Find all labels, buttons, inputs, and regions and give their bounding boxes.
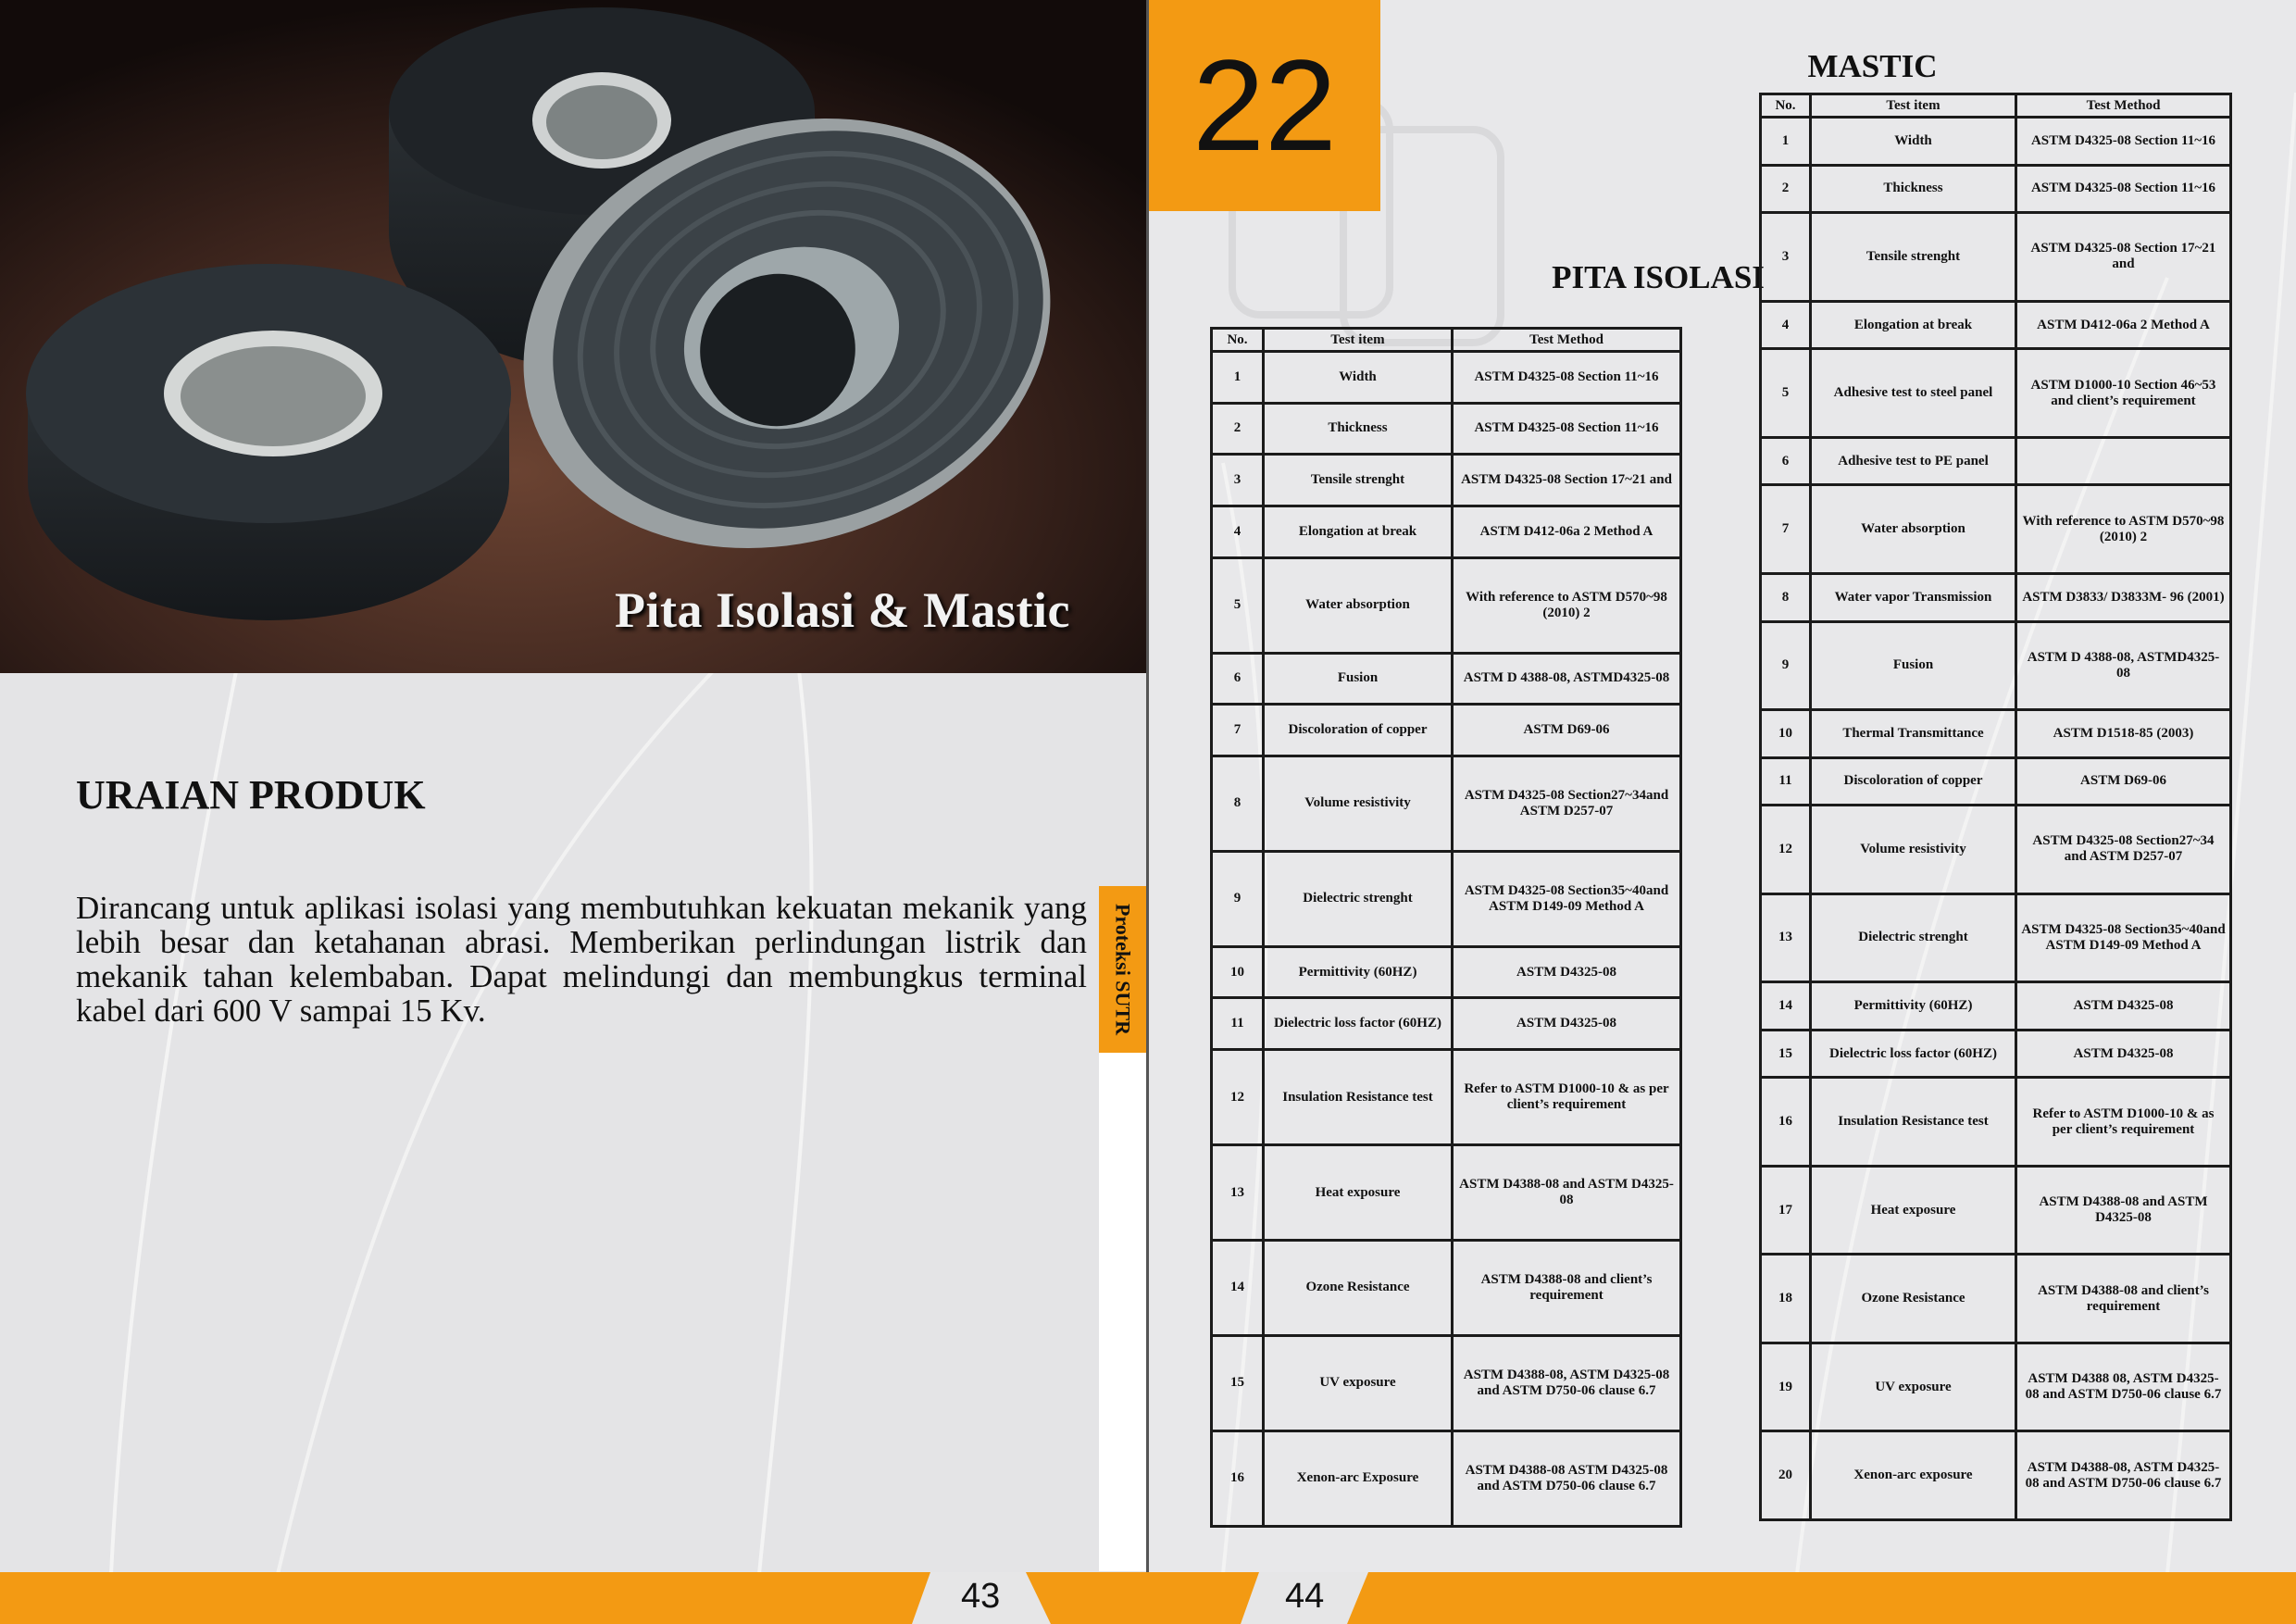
test-item: UV exposure [1811, 1343, 2016, 1430]
table-row [1212, 851, 1681, 946]
row-number: 11 [1761, 757, 1811, 806]
mastic-title: MASTIC [1807, 48, 1938, 84]
table-row [1212, 506, 1681, 557]
row-number: 1 [1761, 118, 1811, 166]
test-item: Volume resistivity [1264, 756, 1453, 851]
test-method: ASTM D4388-08, ASTM D4325-08 and ASTM D750-06 clause 6.7 [1453, 1335, 1681, 1430]
col-header-item: Test item [1264, 329, 1453, 352]
col-header-no: No. [1761, 94, 1811, 118]
test-item: Ozone Resistance [1811, 1255, 2016, 1343]
row-number: 13 [1761, 893, 1811, 981]
footer-shape [0, 1572, 2296, 1624]
row-number: 6 [1761, 437, 1811, 485]
table-row [1761, 349, 2231, 437]
test-item: Insulation Resistance test [1264, 1050, 1453, 1145]
row-number: 2 [1761, 165, 1811, 213]
test-method: ASTM D4388-08 and ASTM D4325-08 [2016, 1166, 2231, 1254]
table-row [1761, 621, 2231, 709]
test-item: Permittivity (60HZ) [1811, 982, 2016, 1031]
table-row [1761, 1255, 2231, 1343]
test-item: Elongation at break [1264, 506, 1453, 557]
row-number: 5 [1212, 557, 1264, 653]
row-number: 7 [1212, 705, 1264, 756]
chapter-number: 22 [1149, 0, 1380, 211]
table-row [1212, 1050, 1681, 1145]
test-method: ASTM D4388-08 and ASTM D4325-08 [1453, 1145, 1681, 1241]
test-method: ASTM D4325-08 Section35~40and ASTM D149-09 Method A [1453, 851, 1681, 946]
col-header-no: No. [1212, 329, 1264, 352]
test-item: Insulation Resistance test [1811, 1078, 2016, 1166]
test-method: ASTM D4388 08, ASTM D4325-08 and ASTM D750-06 clause 6.7 [2016, 1343, 2231, 1430]
table-row [1212, 998, 1681, 1050]
test-item: Water absorption [1264, 557, 1453, 653]
test-method [2016, 437, 2231, 485]
test-item: Permittivity (60HZ) [1264, 946, 1453, 998]
table-row [1761, 709, 2231, 757]
row-number: 4 [1761, 301, 1811, 349]
test-item: Water vapor Transmission [1811, 573, 2016, 621]
test-method: ASTM D4388-08 ASTM D4325-08 and ASTM D750-06 clause 6.7 [1453, 1430, 1681, 1526]
table-row [1761, 1431, 2231, 1520]
test-method: Refer to ASTM D1000-10 & as per client’s requirement [2016, 1078, 2231, 1166]
table-row [1212, 1241, 1681, 1336]
test-method: ASTM D4325-08 Section35~40and ASTM D149-09 Method A [2016, 893, 2231, 981]
row-number: 17 [1761, 1166, 1811, 1254]
test-method: ASTM D 4388-08, ASTMD4325-08 [2016, 621, 2231, 709]
table-row [1212, 1430, 1681, 1526]
test-item: UV exposure [1264, 1335, 1453, 1430]
test-item: Discoloration of copper [1264, 705, 1453, 756]
test-method: ASTM D412-06a 2 Method A [1453, 506, 1681, 557]
test-item: Dielectric strenght [1264, 851, 1453, 946]
row-number: 7 [1761, 485, 1811, 573]
section-title: URAIAN PRODUK [76, 772, 426, 818]
product-photo [0, 0, 1146, 673]
pita-isolasi-table [1210, 327, 1682, 1528]
table-row [1212, 403, 1681, 455]
test-item: Fusion [1264, 653, 1453, 705]
page-number-right: 44 [1285, 1577, 1325, 1616]
test-method: ASTM D4388-08 and client’s requirement [1453, 1241, 1681, 1336]
footer-bar [0, 1572, 2296, 1624]
test-method: ASTM D4388-08 and client’s requirement [2016, 1255, 2231, 1343]
test-item: Adhesive test to steel panel [1811, 349, 2016, 437]
test-item: Discoloration of copper [1811, 757, 2016, 806]
col-header-item: Test item [1811, 94, 2016, 118]
test-item: Thickness [1811, 165, 2016, 213]
test-method: ASTM D4325-08 Section 17~21 and [1453, 455, 1681, 506]
test-method: ASTM D3833/ D3833M- 96 (2001) [2016, 573, 2231, 621]
table-row [1212, 946, 1681, 998]
test-method: ASTM D69-06 [2016, 757, 2231, 806]
test-method: With reference to ASTM D570~98 (2010) 2 [2016, 485, 2231, 573]
test-item: Tensile strenght [1264, 455, 1453, 506]
row-number: 18 [1761, 1255, 1811, 1343]
page-number-left: 43 [961, 1577, 1001, 1616]
row-number: 10 [1761, 709, 1811, 757]
row-number: 2 [1212, 403, 1264, 455]
test-method: ASTM D4325-08 [2016, 982, 2231, 1031]
table-row [1761, 573, 2231, 621]
test-method: ASTM D4388-08, ASTM D4325-08 and ASTM D750-06 clause 6.7 [2016, 1431, 2231, 1520]
test-method: With reference to ASTM D570~98 (2010) 2 [1453, 557, 1681, 653]
test-item: Elongation at break [1811, 301, 2016, 349]
mastic-table [1759, 93, 2232, 1521]
test-item: Thickness [1264, 403, 1453, 455]
pita-isolasi-title: PITA ISOLASI [1552, 259, 1765, 295]
table-row [1761, 893, 2231, 981]
test-item: Xenon-arc exposure [1811, 1431, 2016, 1520]
test-method: ASTM D4325-08 Section27~34and ASTM D257-07 [1453, 756, 1681, 851]
table-row [1212, 455, 1681, 506]
test-item: Dielectric loss factor (60HZ) [1264, 998, 1453, 1050]
test-method: ASTM D4325-08 Section 11~16 [2016, 165, 2231, 213]
photo-caption: Pita Isolasi & Mastic [615, 582, 1070, 638]
table-row [1212, 1145, 1681, 1241]
test-item: Thermal Transmittance [1811, 709, 2016, 757]
row-number: 6 [1212, 653, 1264, 705]
side-tab [1099, 886, 1146, 1053]
row-number: 12 [1761, 806, 1811, 893]
table-row [1212, 653, 1681, 705]
row-number: 10 [1212, 946, 1264, 998]
test-method: ASTM D4325-08 [1453, 946, 1681, 998]
table-row [1212, 756, 1681, 851]
table-row [1761, 982, 2231, 1031]
table-row [1761, 1343, 2231, 1430]
test-item: Dielectric loss factor (60HZ) [1811, 1030, 2016, 1078]
test-method: ASTM D69-06 [1453, 705, 1681, 756]
row-number: 14 [1761, 982, 1811, 1031]
product-description: Dirancang untuk aplikasi isolasi yang membutuhkan kekuatan mekanik yang lebih besar dan ketahanan abrasi. Memberikan perlindungan listrik dan mekanik tahan kelembaban. Dapat melindungi dan membungkus terminal kabel dari 600 V sampai 15 Kv. [76, 890, 1087, 1029]
test-method: ASTM D4325-08 Section 11~16 [1453, 403, 1681, 455]
row-number: 14 [1212, 1241, 1264, 1336]
table-row [1761, 1030, 2231, 1078]
test-item: Fusion [1811, 621, 2016, 709]
side-strip [1099, 1053, 1146, 1571]
test-method: ASTM D4325-08 [1453, 998, 1681, 1050]
test-method: ASTM D4325-08 Section 11~16 [2016, 118, 2231, 166]
row-number: 9 [1761, 621, 1811, 709]
test-item: Ozone Resistance [1264, 1241, 1453, 1336]
test-item: Dielectric strenght [1811, 893, 2016, 981]
table-row [1761, 757, 2231, 806]
table-row [1761, 118, 2231, 166]
test-item: Volume resistivity [1811, 806, 2016, 893]
test-method: ASTM D4325-08 [2016, 1030, 2231, 1078]
test-method: ASTM D4325-08 Section27~34 and ASTM D257-07 [2016, 806, 2231, 893]
test-item: Heat exposure [1264, 1145, 1453, 1241]
test-method: ASTM D412-06a 2 Method A [2016, 301, 2231, 349]
row-number: 20 [1761, 1431, 1811, 1520]
table-row [1212, 705, 1681, 756]
row-number: 16 [1212, 1430, 1264, 1526]
table-row [1761, 165, 2231, 213]
table-row [1761, 485, 2231, 573]
test-method: ASTM D 4388-08, ASTMD4325-08 [1453, 653, 1681, 705]
row-number: 12 [1212, 1050, 1264, 1145]
test-method: ASTM D4325-08 Section 11~16 [1453, 352, 1681, 404]
row-number: 13 [1212, 1145, 1264, 1241]
test-item: Adhesive test to PE panel [1811, 437, 2016, 485]
table-row [1761, 806, 2231, 893]
test-method: ASTM D4325-08 Section 17~21 and [2016, 213, 2231, 301]
table-row [1761, 213, 2231, 301]
table-row [1212, 557, 1681, 653]
right-page [1149, 0, 2296, 1624]
test-item: Tensile strenght [1811, 213, 2016, 301]
table-row [1761, 437, 2231, 485]
row-number: 4 [1212, 506, 1264, 557]
row-number: 15 [1761, 1030, 1811, 1078]
test-method: ASTM D1518-85 (2003) [2016, 709, 2231, 757]
test-item: Width [1264, 352, 1453, 404]
row-number: 11 [1212, 998, 1264, 1050]
col-header-method: Test Method [1453, 329, 1681, 352]
row-number: 15 [1212, 1335, 1264, 1430]
row-number: 8 [1212, 756, 1264, 851]
row-number: 19 [1761, 1343, 1811, 1430]
table-row [1212, 1335, 1681, 1430]
test-method: Refer to ASTM D1000-10 & as per client’s requirement [1453, 1050, 1681, 1145]
row-number: 5 [1761, 349, 1811, 437]
row-number: 3 [1761, 213, 1811, 301]
table-row [1212, 352, 1681, 404]
tape-rolls-illustration [0, 0, 1146, 673]
test-method: ASTM D1000-10 Section 46~53 and client’s requirement [2016, 349, 2231, 437]
test-item: Heat exposure [1811, 1166, 2016, 1254]
row-number: 1 [1212, 352, 1264, 404]
test-item: Width [1811, 118, 2016, 166]
table-row [1761, 1078, 2231, 1166]
col-header-method: Test Method [2016, 94, 2231, 118]
row-number: 9 [1212, 851, 1264, 946]
test-item: Water absorption [1811, 485, 2016, 573]
table-row [1761, 1166, 2231, 1254]
test-item: Xenon-arc Exposure [1264, 1430, 1453, 1526]
table-row [1761, 301, 2231, 349]
row-number: 16 [1761, 1078, 1811, 1166]
row-number: 8 [1761, 573, 1811, 621]
side-tab-label: Proteksi SUTR [1111, 904, 1135, 1035]
row-number: 3 [1212, 455, 1264, 506]
